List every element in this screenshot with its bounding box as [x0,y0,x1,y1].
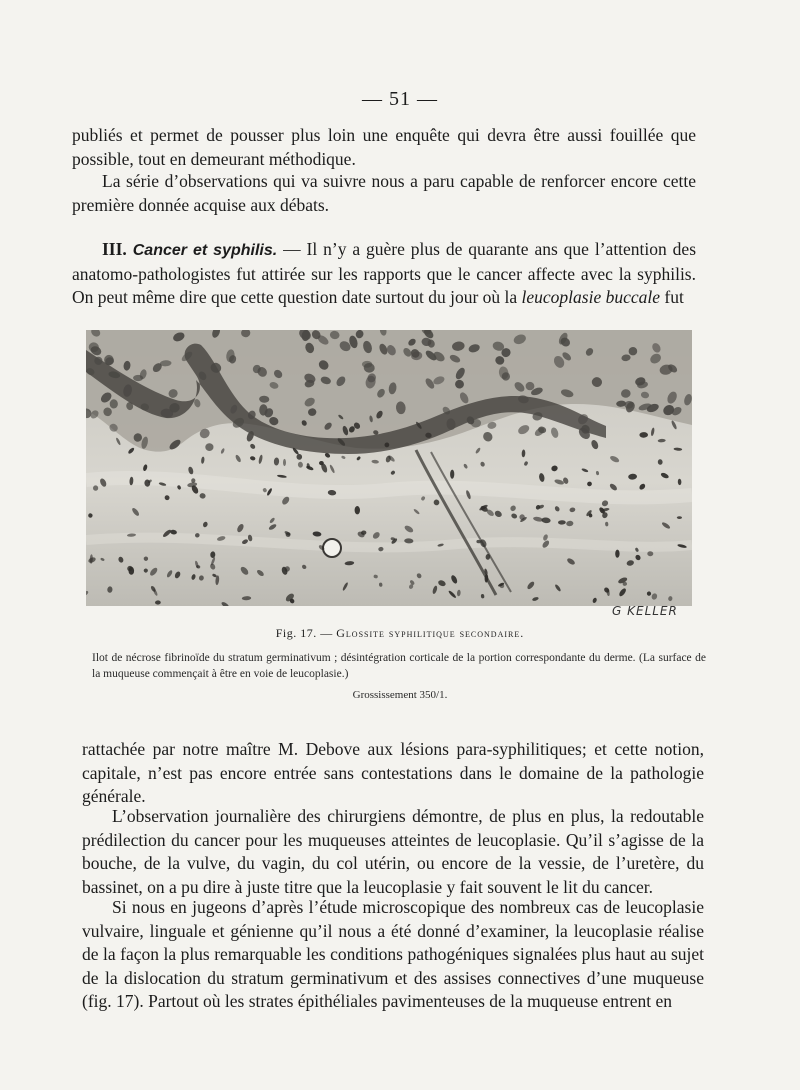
paragraph-3-text-b: fut [660,287,684,307]
figure-description: Ilot de nécrose fibrinoïde du stratum germinativum ; désintégration corticale de la portion correspondante du derme. (La surface de la muqueuse commençait à être en voie de leucoplasie.) [92,652,706,680]
figure-label: Fig. 17. — [275,626,337,640]
paragraph-5-text: L’observation journalière des chirurgiens démontre, de plus en plus, la redoutable prédilection du cancer pour les muqueuses atteintes de leucoplasie. Qu’il s’agisse de la bouche, de la vulve, du vagin, du col utérin, ou encore de la vessie, de l’uretère, du bassinet, on a pu dire à juste titre que la leucoplasie y fait souvent le lit du cancer. [82,806,704,897]
micrograph-image [86,330,692,606]
cell-nucleus [283,459,286,466]
section-number: III. [102,239,127,259]
section-title: Cancer et syphilis. [132,242,278,259]
paragraph-6 [82,896,704,1014]
paragraph-1: publiés et permet de pousser plus loin une enquête qui devra être aussi fouillée que possible, tout en demeurant méthodique. [72,125,696,169]
paragraph-3 [72,238,696,310]
figure-magnification: Grossissement 350/1. [352,689,448,701]
paragraph-2-text: La série d’observations qui va suivre nous a paru capable de renforcer encore cette première donnée acquise aux débats. [72,171,696,215]
italic-term: leucoplasie buccale [521,287,661,307]
micrograph-figure [86,330,692,606]
cell-nucleus [362,361,372,368]
paragraph-6-text: Si nous en jugeons d’après l’étude microscopique des nombreux cas de leucoplasie vulvaire, linguale et génienne qu’il nous a été donné d’examiner, la leucoplasie réalise de la façon la plus remarquable les conditions pathogéniques signalées plus haut au sujet de la dislocation du stratum germinativum et des assises connectives d’une muqueuse (fig. 17). Partout où les strates épithéliales pavimenteuses de la muqueuse entrent en [82,897,704,1011]
paragraph-3-text-a: — Il n’y a guère plus de quarante ans que l’attention des anatomo-pathologistes fut attirée sur les rapports que le cancer affecte avec la syphilis. On peut même dire que cette question date surtout du jour où la [72,239,697,307]
paragraph-5 [82,805,704,899]
vessel-lumen [323,539,341,557]
artist-signature: G KELLER [612,604,678,618]
figure-title: Glossite syphilitique secondaire. [336,626,525,640]
paragraph-2 [72,170,696,217]
figure-caption [0,626,800,641]
paragraph-4: rattachée par notre maître M. Debove aux lésions para-syphilitiques; et cette notion, capitale, n’est pas encore entrée sans contestations dans le domaine de la pathologie générale. [82,739,704,806]
page-number: — 51 — [362,88,438,110]
